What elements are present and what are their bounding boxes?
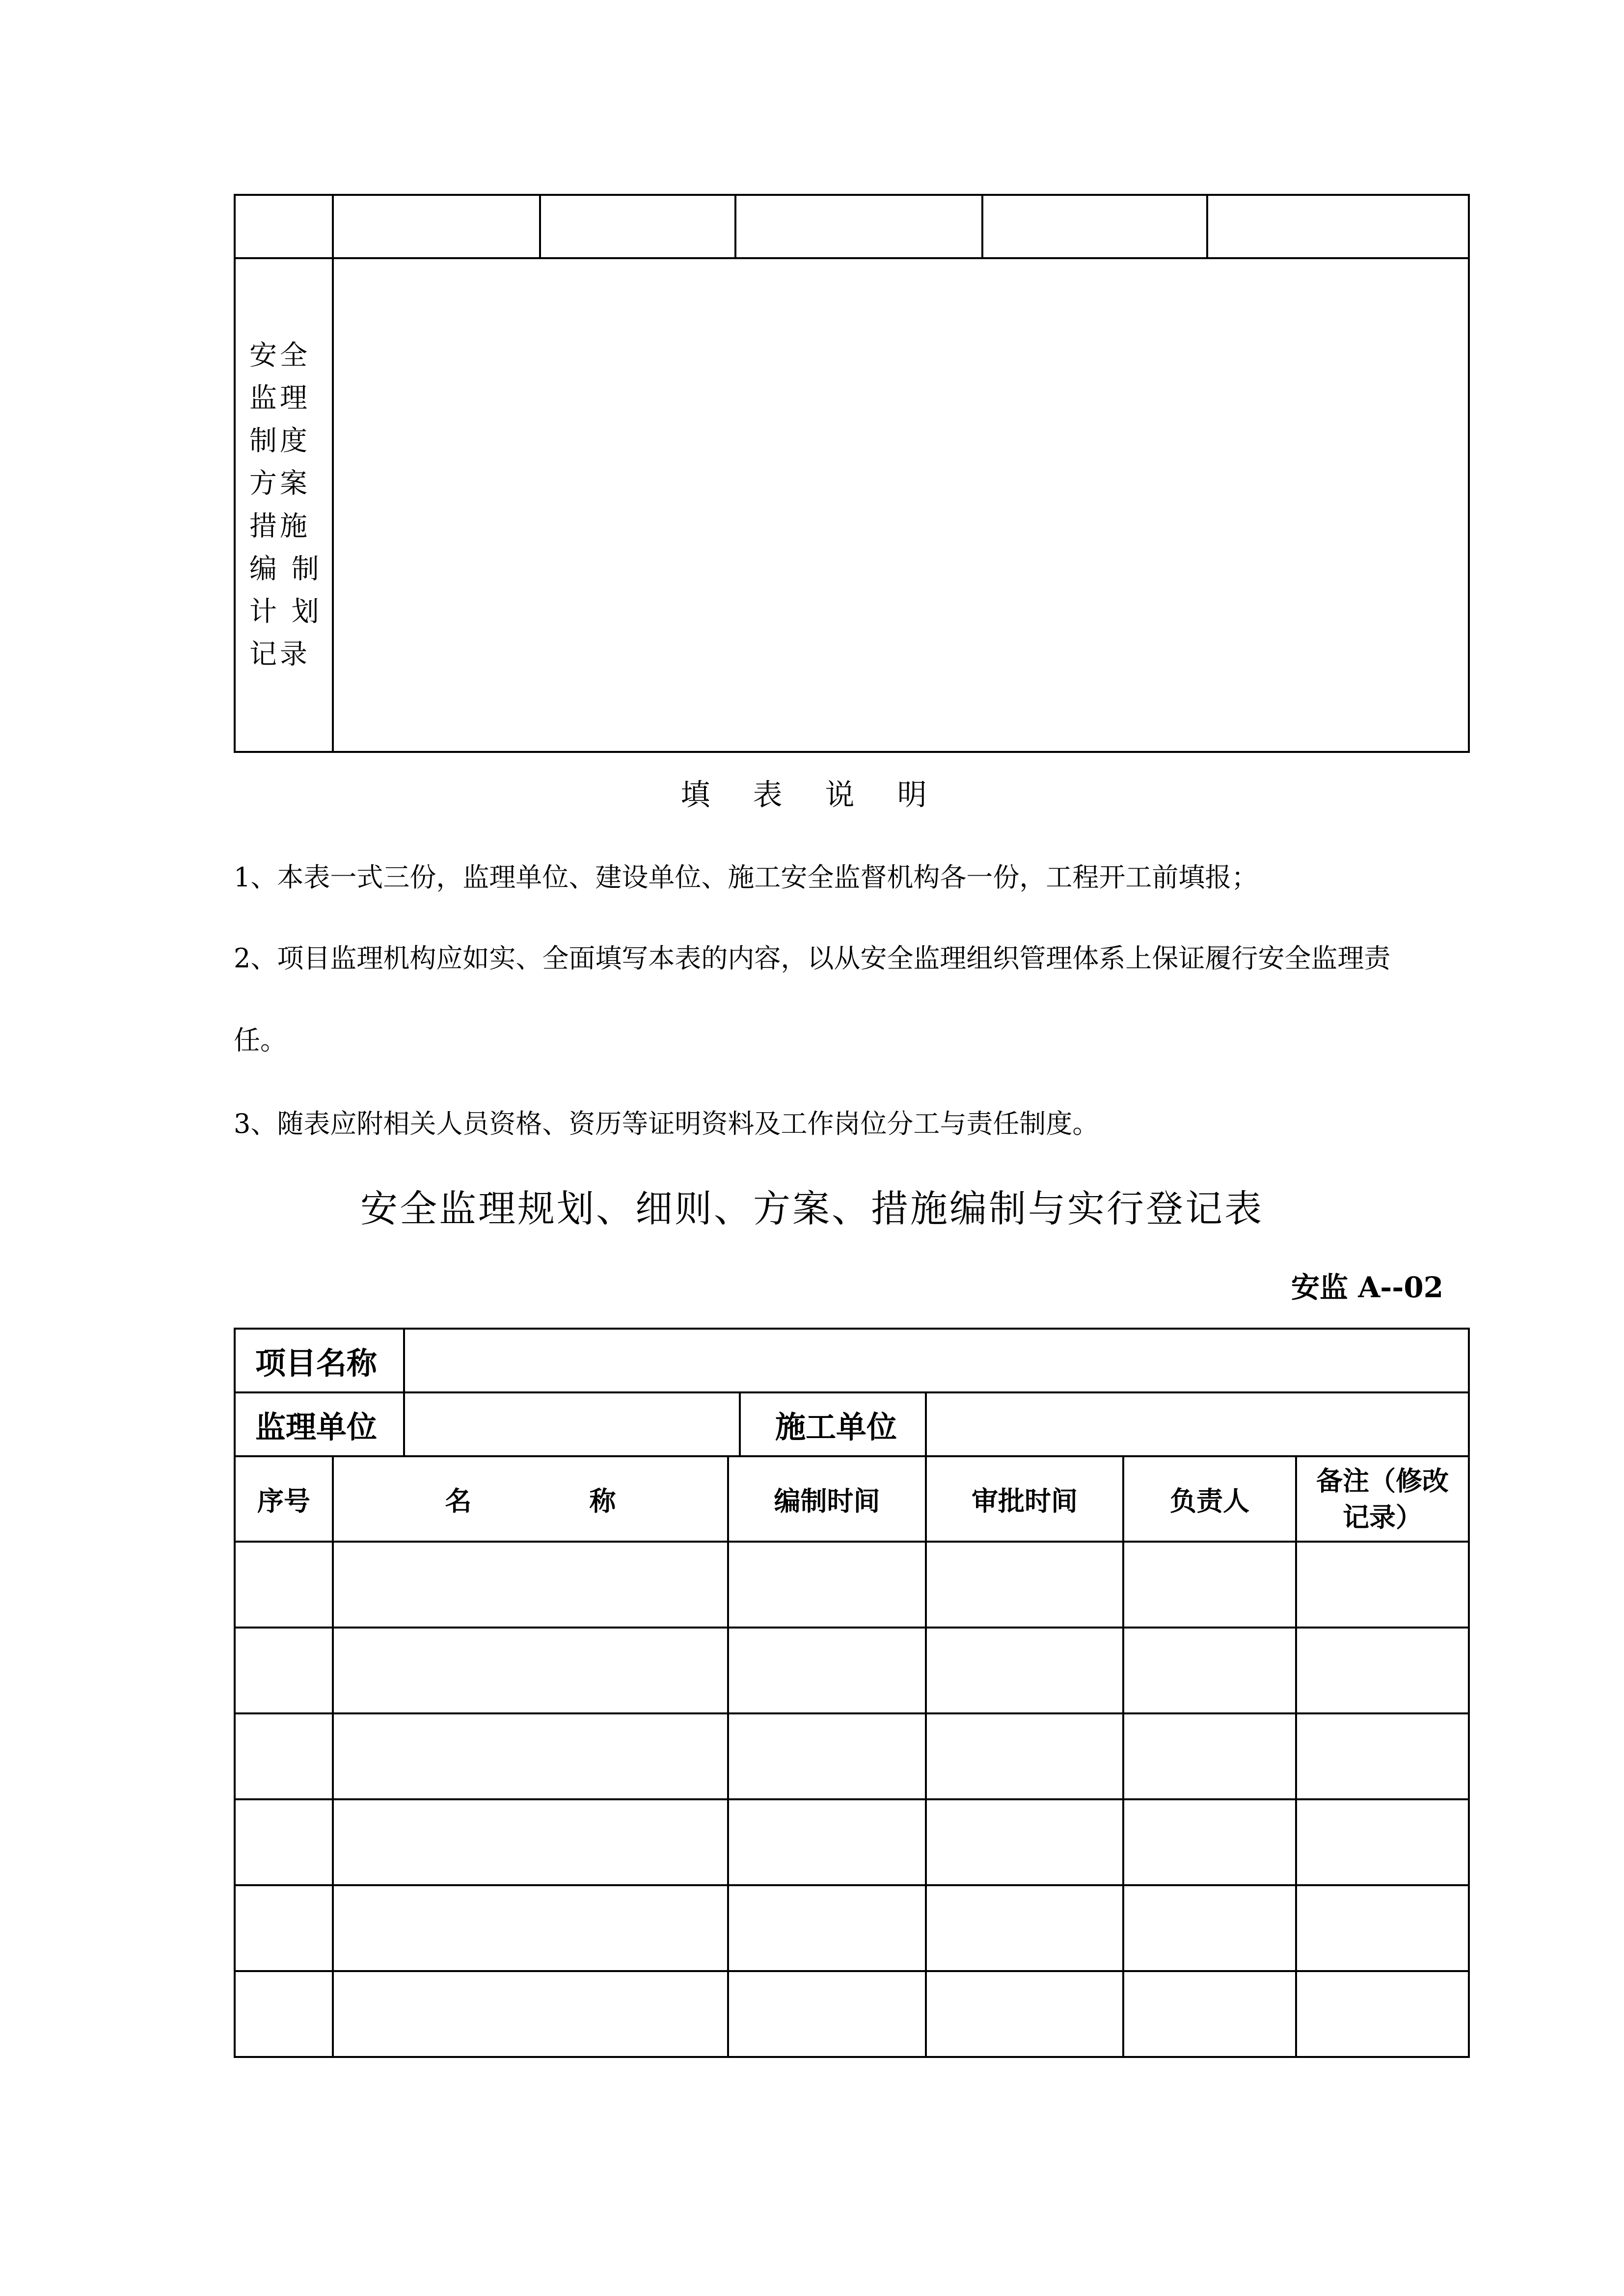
column-header-person: 负责人	[1123, 1456, 1296, 1542]
record-content-cell[interactable]	[333, 258, 1469, 752]
form-title: 安全监理规划、细则、方案、措施编制与实行登记表	[360, 1187, 1264, 1230]
table-cell[interactable]	[333, 1885, 728, 1971]
units-row	[235, 1392, 1469, 1456]
table-cell[interactable]	[1123, 1885, 1296, 1971]
table-cell[interactable]	[1123, 1628, 1296, 1713]
table-cell[interactable]	[235, 1628, 333, 1713]
table-cell[interactable]	[235, 1713, 333, 1799]
table-cell[interactable]	[926, 1713, 1123, 1799]
registration-table	[234, 1328, 1470, 2058]
record-label-line: 编 制	[249, 553, 322, 585]
record-label	[235, 258, 333, 752]
construction-unit-field[interactable]	[926, 1392, 1469, 1456]
table-cell[interactable]	[1296, 1971, 1469, 2057]
construction-unit-label: 施工单位	[740, 1392, 926, 1456]
table-cell[interactable]	[982, 195, 1207, 258]
table-cell[interactable]	[1296, 1713, 1469, 1799]
table-cell[interactable]	[333, 1713, 728, 1799]
record-label-line: 措施	[249, 510, 310, 542]
column-header-remark-line: 记录）	[1343, 1501, 1423, 1533]
record-table	[234, 194, 1470, 753]
instruction-item-2: 2、项目监理机构应如实、全面填写本表的内容，以从安全监理组织管理体系上保证履行安全监理责	[234, 943, 1391, 974]
table-cell[interactable]	[235, 1799, 333, 1885]
record-table-header-row	[235, 195, 1469, 258]
table-cell[interactable]	[1123, 1713, 1296, 1799]
table-cell[interactable]	[235, 195, 333, 258]
table-cell[interactable]	[926, 1628, 1123, 1713]
table-cell[interactable]	[1123, 1542, 1296, 1628]
table-row	[235, 1799, 1469, 1885]
column-header-seq: 序号	[235, 1456, 333, 1542]
table-cell[interactable]	[1296, 1628, 1469, 1713]
column-header-compile-time: 编制时间	[728, 1456, 926, 1542]
table-cell[interactable]	[333, 1971, 728, 2057]
table-cell[interactable]	[235, 1542, 333, 1628]
supervision-unit-label: 监理单位	[235, 1392, 404, 1456]
record-label-line: 制度	[249, 425, 310, 457]
table-row	[235, 1628, 1469, 1713]
instruction-item-3: 3、随表应附相关人员资格、资历等证明资料及工作岗位分工与责任制度。	[234, 1108, 1099, 1139]
table-cell[interactable]	[333, 1542, 728, 1628]
table-cell[interactable]	[926, 1542, 1123, 1628]
table-row	[235, 1713, 1469, 1799]
table-cell[interactable]	[728, 1971, 926, 2057]
record-row	[235, 258, 1469, 752]
project-name-field[interactable]	[404, 1329, 1469, 1392]
table-cell[interactable]	[333, 1628, 728, 1713]
column-header-remark	[1296, 1456, 1469, 1542]
table-cell[interactable]	[728, 1885, 926, 1971]
column-header-name	[333, 1456, 728, 1542]
column-header-name-part: 名	[445, 1485, 472, 1517]
record-label-line: 监理	[249, 382, 310, 414]
table-cell[interactable]	[1207, 195, 1469, 258]
table-cell[interactable]	[235, 1885, 333, 1971]
table-cell[interactable]	[333, 195, 540, 258]
record-label-line: 安全	[249, 340, 310, 372]
table-row	[235, 1885, 1469, 1971]
table-row	[235, 1542, 1469, 1628]
table-cell[interactable]	[235, 1971, 333, 2057]
table-cell[interactable]	[728, 1628, 926, 1713]
column-header-remark-line: 备注（修改	[1316, 1465, 1449, 1496]
instructions-title: 填 表 说 明	[680, 778, 944, 812]
record-label-line: 记录	[249, 639, 310, 670]
project-name-row	[235, 1329, 1469, 1392]
table-cell[interactable]	[1123, 1799, 1296, 1885]
table-cell[interactable]	[728, 1542, 926, 1628]
table-cell[interactable]	[926, 1885, 1123, 1971]
record-label-line: 计 划	[249, 596, 322, 628]
table-cell[interactable]	[926, 1799, 1123, 1885]
table-cell[interactable]	[735, 195, 982, 258]
table-cell[interactable]	[728, 1799, 926, 1885]
supervision-unit-field[interactable]	[404, 1392, 740, 1456]
table-cell[interactable]	[1123, 1971, 1296, 2057]
instruction-item-2-continued: 任。	[234, 1025, 287, 1056]
record-label-line: 方案	[249, 468, 310, 500]
table-cell[interactable]	[540, 195, 735, 258]
table-cell[interactable]	[333, 1799, 728, 1885]
table-cell[interactable]	[926, 1971, 1123, 2057]
column-header-name-part: 称	[589, 1485, 616, 1517]
table-cell[interactable]	[1296, 1542, 1469, 1628]
table-cell[interactable]	[1296, 1799, 1469, 1885]
instruction-item-1: 1、本表一式三份，监理单位、建设单位、施工安全监督机构各一份，工程开工前填报；	[234, 862, 1258, 893]
table-cell[interactable]	[1296, 1885, 1469, 1971]
table-cell[interactable]	[728, 1713, 926, 1799]
column-header-row	[235, 1456, 1469, 1542]
form-code: 安监 A--02	[1291, 1271, 1444, 1304]
column-header-approve-time: 审批时间	[926, 1456, 1123, 1542]
table-row	[235, 1971, 1469, 2057]
project-name-label: 项目名称	[235, 1329, 404, 1392]
